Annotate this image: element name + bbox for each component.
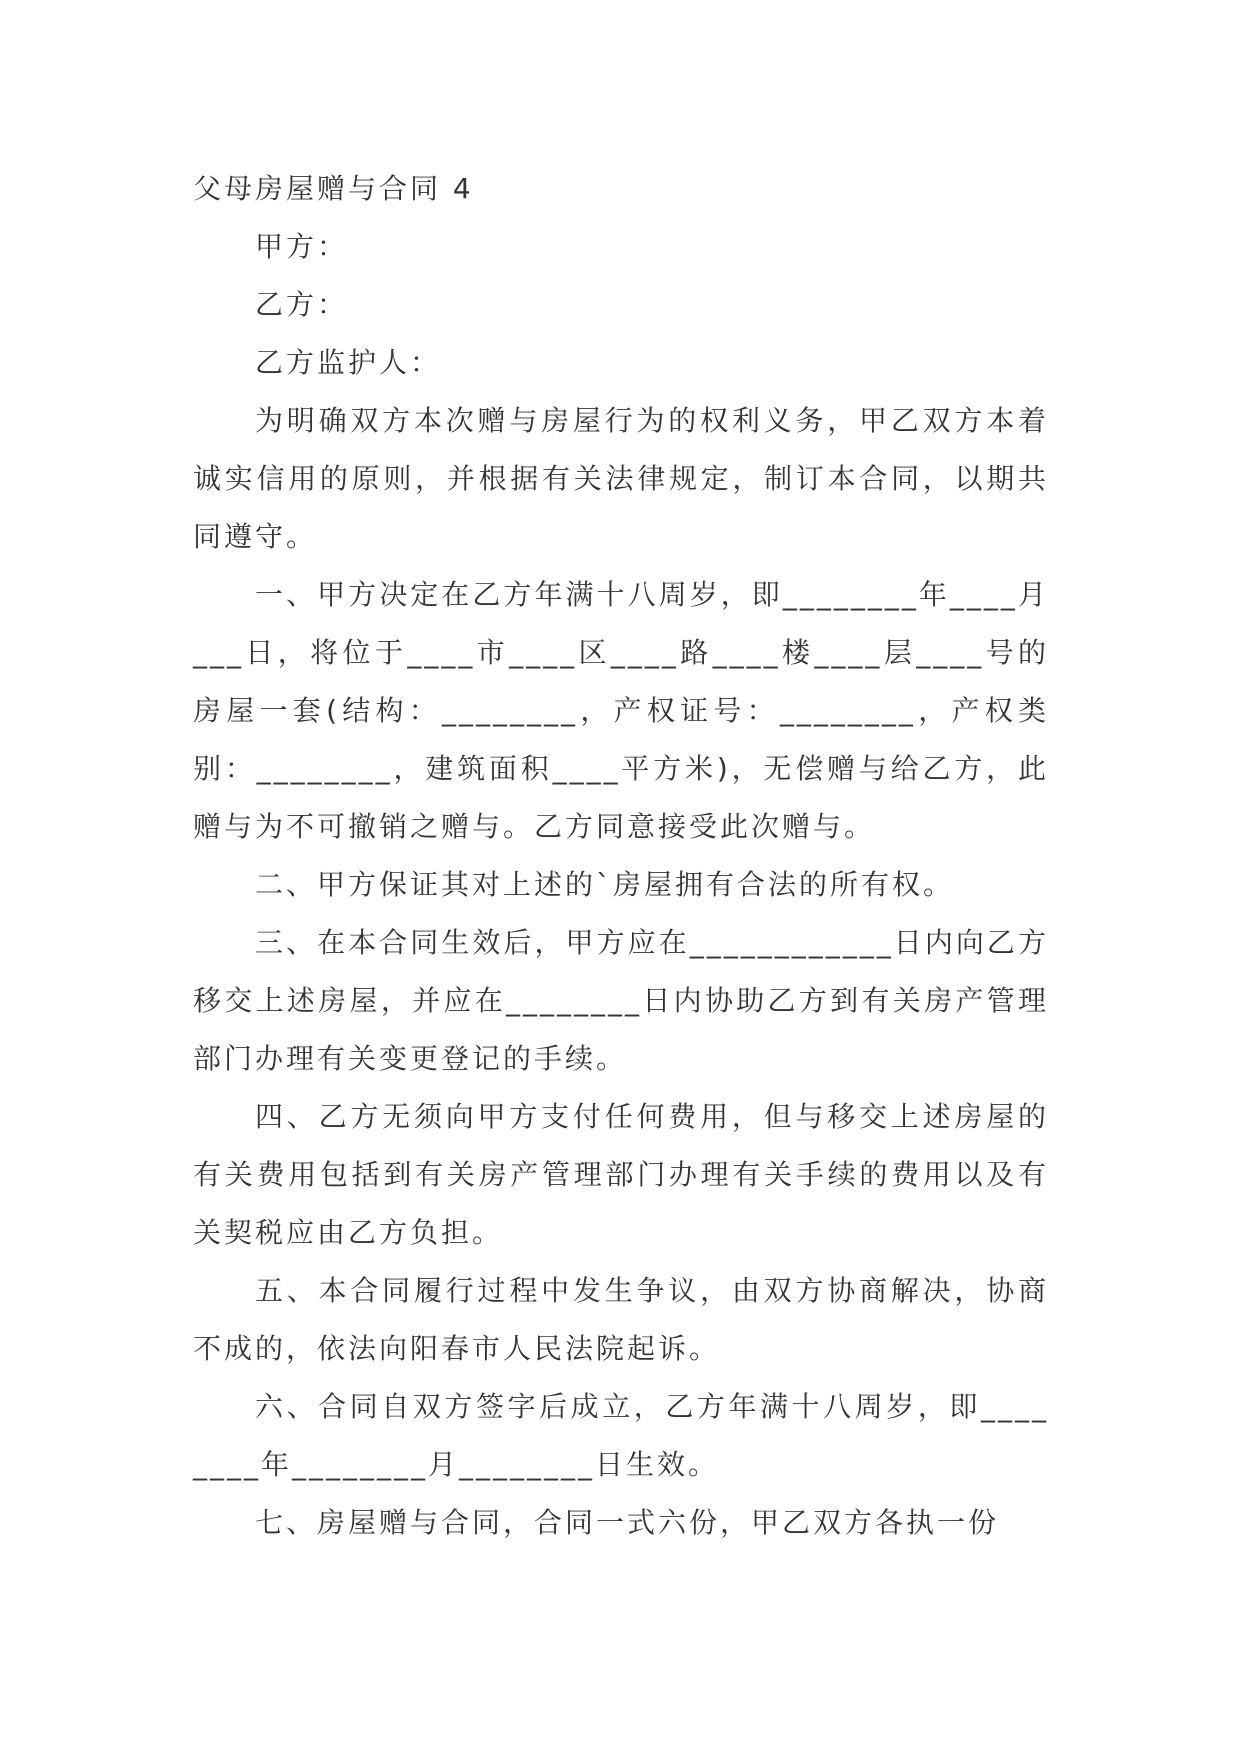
document-body xyxy=(193,160,1049,1552)
preamble-paragraph: 为明确双方本次赠与房屋行为的权利义务，甲乙双方本着诚实信用的原则，并根据有关法律规定，制订本合同，以期共同遵守。 xyxy=(193,404,1049,553)
clause-6: 六、合同自双方签字后成立，乙方年满十八周岁，即________年________月________日生效。 xyxy=(193,1390,1049,1481)
party-a-line: 甲方： xyxy=(255,230,349,263)
clause-7: 七、房屋赠与合同，合同一式六份，甲乙双方各执一份 xyxy=(255,1506,1000,1539)
party-b-line: 乙方： xyxy=(255,288,349,321)
clause-3: 三、在本合同生效后，甲方应在____________日内向乙方移交上述房屋，并应在________日内协助乙方到有关房产管理部门办理有关变更登记的手续。 xyxy=(193,926,1049,1075)
clause-1: 一、甲方决定在乙方年满十八周岁，即________年____月___日，将位于____市____区____路____楼____层____号的房屋一套(结构：________，产权证号：________，产权类别：________，建筑面积____平方米)，无偿赠与给乙方，此赠与为不可撤销之赠与。乙方同意接受此次赠与。 xyxy=(193,578,1049,843)
clause-4: 四、乙方无须向甲方支付任何费用，但与移交上述房屋的有关费用包括到有关房产管理部门办理有关手续的费用以及有关契税应由乙方负担。 xyxy=(193,1100,1049,1249)
document-title: 父母房屋赠与合同 4 xyxy=(193,172,474,205)
clause-2: 二、甲方保证其对上述的`房屋拥有合法的所有权。 xyxy=(255,868,955,901)
clause-5: 五、本合同履行过程中发生争议，由双方协商解决，协商不成的，依法向阳春市人民法院起诉。 xyxy=(193,1274,1049,1365)
party-b-guardian-line: 乙方监护人： xyxy=(255,346,442,379)
